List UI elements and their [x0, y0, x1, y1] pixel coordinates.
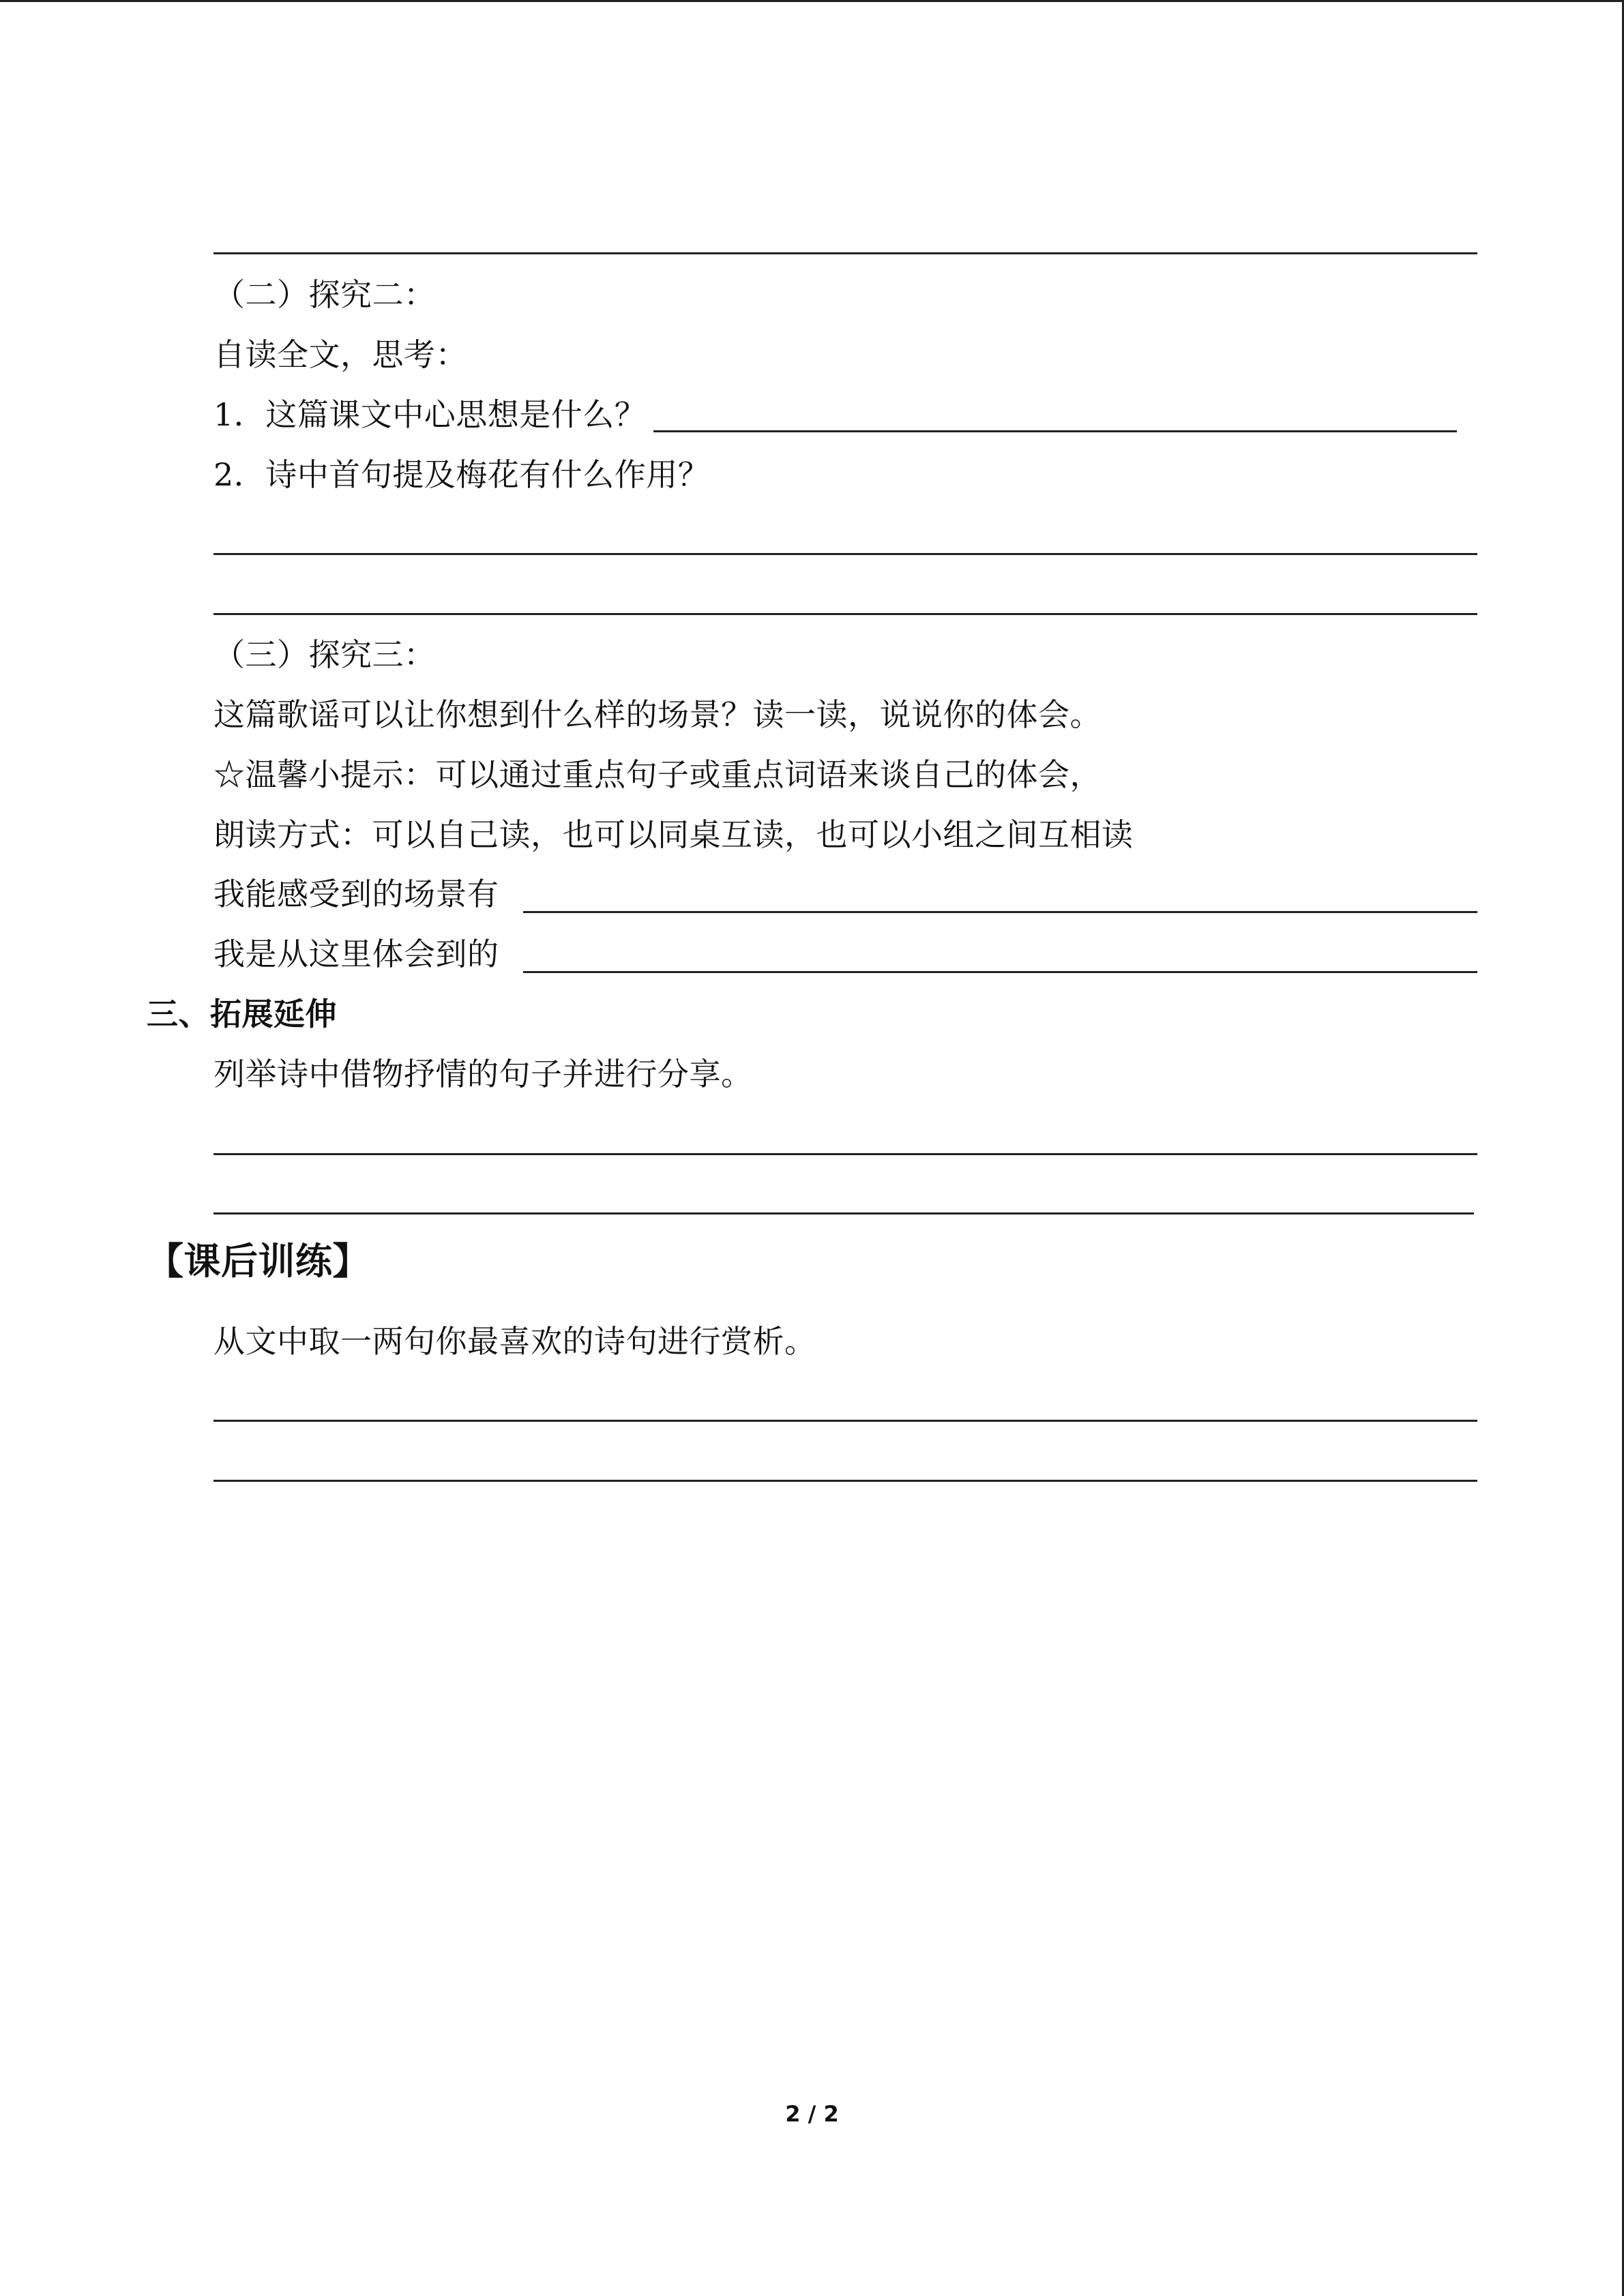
- answer-line-extension-b[interactable]: [213, 1212, 1474, 1214]
- reading-method: 朗读方式：可以自己读，也可以同桌互读，也可以小组之间互相读: [213, 816, 1134, 853]
- feel-from-label: 我是从这里体会到的: [213, 936, 499, 972]
- answer-line-extension-a[interactable]: [213, 1153, 1477, 1155]
- question-1: 1．这篇课文中心思想是什么？: [213, 396, 647, 433]
- tip-text: ☆温馨小提示：可以通过重点句子或重点词语来谈自己的体会，: [213, 756, 1102, 793]
- answer-line-feel-scene[interactable]: [523, 911, 1477, 913]
- page-top-border: [0, 0, 1624, 2]
- answer-line-feel-from[interactable]: [523, 971, 1477, 973]
- page-number: 2 / 2: [785, 2101, 839, 2127]
- explore2-intro: 自读全文，思考：: [213, 336, 467, 373]
- question-2: 2．诗中首句提及梅花有什么作用？: [213, 456, 710, 493]
- answer-line-homework-a[interactable]: [213, 1420, 1477, 1422]
- answer-line-q2-b[interactable]: [213, 613, 1477, 615]
- explore2-title: （二）探究二：: [213, 276, 436, 313]
- extension-prompt: 列举诗中借物抒情的句子并进行分享。: [213, 1056, 753, 1092]
- homework-title: 【课后训练】: [147, 1240, 370, 1283]
- extension-title: 三、拓展延伸: [147, 996, 337, 1032]
- answer-line-top: [213, 252, 1477, 254]
- homework-prompt: 从文中取一两句你最喜欢的诗句进行赏析。: [213, 1323, 816, 1360]
- answer-line-homework-b[interactable]: [213, 1480, 1477, 1482]
- explore3-prompt: 这篇歌谣可以让你想到什么样的场景？读一读，说说你的体会。: [213, 696, 1102, 733]
- explore3-title: （三）探究三：: [213, 636, 436, 673]
- answer-line-q2-a[interactable]: [213, 553, 1477, 555]
- answer-line-q1[interactable]: [653, 430, 1457, 432]
- feel-scene-label: 我能感受到的场景有: [213, 876, 499, 912]
